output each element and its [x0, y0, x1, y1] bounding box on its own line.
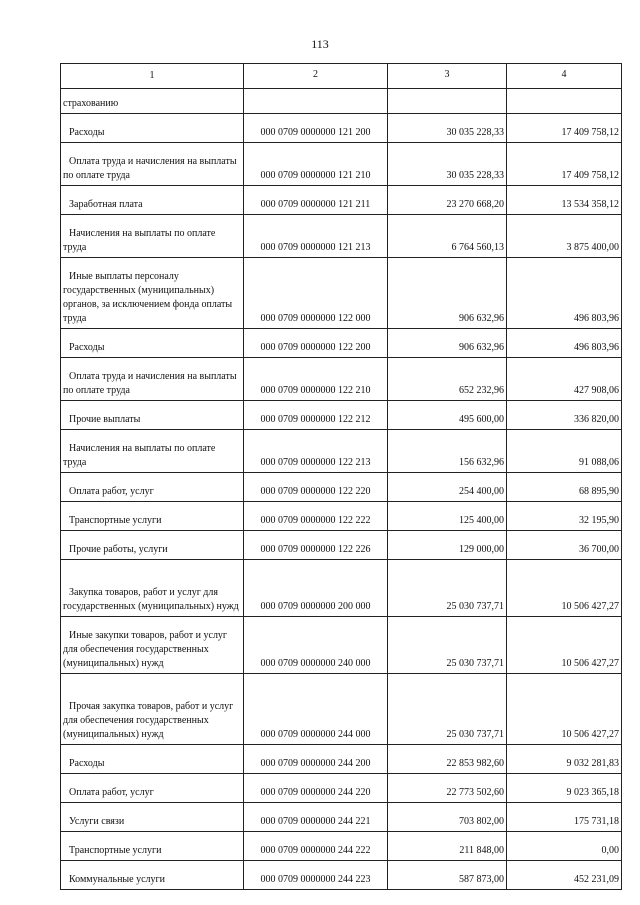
- row-col3-cell: 22 773 502,60: [388, 774, 507, 803]
- row-col4-cell: 32 195,90: [507, 502, 622, 531]
- table-row: [61, 617, 622, 674]
- row-col4-cell: 0,00: [507, 832, 622, 861]
- header-col-3: 3: [388, 64, 507, 89]
- row-name: Иные закупки товаров, работ и услуг для обеспечения государственных (муниципальных) нужд: [63, 630, 228, 669]
- row-col3-cell: 156 632,96: [388, 430, 507, 473]
- row-name: Расходы: [69, 342, 105, 353]
- row-name: Оплата труда и начисления на выплаты по оплате труда: [63, 156, 237, 181]
- row-code-cell: 000 0709 0000000 121 200: [244, 114, 388, 143]
- row-col4-cell: 17 409 758,12: [507, 114, 622, 143]
- row-col4-cell: 452 231,09: [507, 861, 622, 890]
- table-row: [61, 861, 622, 890]
- table-row: [61, 774, 622, 803]
- row-col3-cell: 25 030 737,71: [388, 560, 507, 617]
- row-col3-cell: 30 035 228,33: [388, 114, 507, 143]
- row-code-cell: 000 0709 0000000 122 213: [244, 430, 388, 473]
- row-code-cell: 000 0709 0000000 122 222: [244, 502, 388, 531]
- row-name: Услуги связи: [69, 816, 125, 827]
- table-row: [61, 114, 622, 143]
- row-col3-cell: 6 764 560,13: [388, 215, 507, 258]
- row-code-cell: 000 0709 0000000 122 226: [244, 531, 388, 560]
- row-name-cell: [61, 674, 244, 745]
- row-col3-cell: 211 848,00: [388, 832, 507, 861]
- table-body: [61, 64, 622, 890]
- row-name: Расходы: [69, 758, 105, 769]
- row-name-cell: [61, 803, 244, 832]
- row-name: Начисления на выплаты по оплате труда: [63, 443, 216, 468]
- row-col3-cell: 25 030 737,71: [388, 674, 507, 745]
- row-code-cell: 000 0709 0000000 200 000: [244, 560, 388, 617]
- row-col4-cell: 9 023 365,18: [507, 774, 622, 803]
- row-code-cell: 000 0709 0000000 121 213: [244, 215, 388, 258]
- row-col3-cell: 495 600,00: [388, 401, 507, 430]
- row-code-cell: 000 0709 0000000 244 221: [244, 803, 388, 832]
- table-row: [61, 329, 622, 358]
- row-col4-cell: 68 895,90: [507, 473, 622, 502]
- table-row: [61, 401, 622, 430]
- table-row: [61, 674, 622, 745]
- row-name: Начисления на выплаты по оплате труда: [63, 228, 216, 253]
- table-row: [61, 560, 622, 617]
- row-col4-cell: 3 875 400,00: [507, 215, 622, 258]
- row-name-cell: [61, 745, 244, 774]
- table-row: [61, 473, 622, 502]
- row-name: Закупка товаров, работ и услуг для государственных (муниципальных) нужд: [63, 587, 239, 612]
- row-code-cell: 000 0709 0000000 122 212: [244, 401, 388, 430]
- row-name-cell: [61, 143, 244, 186]
- row-name-cell: [61, 329, 244, 358]
- row-col3-cell: 125 400,00: [388, 502, 507, 531]
- table-row: [61, 502, 622, 531]
- row-col4-cell: 175 731,18: [507, 803, 622, 832]
- row-code-cell: 000 0709 0000000 244 223: [244, 861, 388, 890]
- row-code-cell: 000 0709 0000000 122 000: [244, 258, 388, 329]
- row-code-cell: 000 0709 0000000 244 000: [244, 674, 388, 745]
- table-row: [61, 531, 622, 560]
- row-col4-cell: 10 506 427,27: [507, 560, 622, 617]
- row-code-cell: 000 0709 0000000 244 220: [244, 774, 388, 803]
- row-name: Оплата работ, услуг: [69, 486, 154, 497]
- row-name-cell: [61, 258, 244, 329]
- row-name-cell: [61, 560, 244, 617]
- table-row: [61, 358, 622, 401]
- row-col3-cell: 23 270 668,20: [388, 186, 507, 215]
- row-col4-cell: 10 506 427,27: [507, 674, 622, 745]
- row-name: Иные выплаты персоналу государственных (муниципальных) органов, за исключением фонда оплаты труда: [63, 271, 233, 324]
- table-row: [61, 745, 622, 774]
- row-col3-cell: 254 400,00: [388, 473, 507, 502]
- header-col-4: 4: [507, 64, 622, 89]
- row-code-cell: [244, 89, 388, 114]
- row-code-cell: 000 0709 0000000 244 222: [244, 832, 388, 861]
- row-name: Оплата труда и начисления на выплаты по оплате труда: [63, 371, 237, 396]
- header-col-2: 2: [244, 64, 388, 89]
- row-name-cell: [61, 89, 244, 114]
- row-name-cell: [61, 473, 244, 502]
- table-row: [61, 832, 622, 861]
- row-col4-cell: 9 032 281,83: [507, 745, 622, 774]
- row-col3-cell: 652 232,96: [388, 358, 507, 401]
- row-col4-cell: 496 803,96: [507, 258, 622, 329]
- row-name-cell: [61, 186, 244, 215]
- table-row: [61, 143, 622, 186]
- header-col-1: 1: [61, 64, 244, 89]
- row-name: Прочие выплаты: [69, 414, 141, 425]
- row-name-cell: [61, 114, 244, 143]
- table-row: [61, 186, 622, 215]
- row-col3-cell: 906 632,96: [388, 329, 507, 358]
- row-name: Коммунальные услуги: [69, 874, 165, 885]
- row-code-cell: 000 0709 0000000 122 220: [244, 473, 388, 502]
- row-name-cell: [61, 401, 244, 430]
- row-col4-cell: 13 534 358,12: [507, 186, 622, 215]
- row-name: Транспортные услуги: [69, 845, 162, 856]
- row-name-cell: [61, 358, 244, 401]
- row-name-cell: [61, 617, 244, 674]
- row-col4-cell: 427 908,06: [507, 358, 622, 401]
- row-name-cell: [61, 774, 244, 803]
- row-col3-cell: 25 030 737,71: [388, 617, 507, 674]
- row-name-cell: [61, 502, 244, 531]
- table-row: [61, 258, 622, 329]
- row-name-cell: [61, 861, 244, 890]
- row-name: Транспортные услуги: [69, 515, 162, 526]
- row-col3-cell: 22 853 982,60: [388, 745, 507, 774]
- row-col3-cell: 906 632,96: [388, 258, 507, 329]
- row-code-cell: 000 0709 0000000 122 200: [244, 329, 388, 358]
- row-col4-cell: 496 803,96: [507, 329, 622, 358]
- table-header-row: [61, 64, 622, 89]
- row-col4-cell: 91 088,06: [507, 430, 622, 473]
- row-name-cell: [61, 430, 244, 473]
- row-name: Расходы: [69, 127, 105, 138]
- row-col4-cell: 10 506 427,27: [507, 617, 622, 674]
- row-code-cell: 000 0709 0000000 240 000: [244, 617, 388, 674]
- row-code-cell: 000 0709 0000000 121 211: [244, 186, 388, 215]
- row-col4-cell: 17 409 758,12: [507, 143, 622, 186]
- row-name: страхованию: [63, 98, 119, 109]
- row-code-cell: 000 0709 0000000 121 210: [244, 143, 388, 186]
- table-row: [61, 803, 622, 832]
- row-name: Прочие работы, услуги: [69, 544, 168, 555]
- row-col4-cell: [507, 89, 622, 114]
- row-name: Прочая закупка товаров, работ и услуг для обеспечения государственных (муниципальных) нужд: [63, 701, 234, 740]
- row-code-cell: 000 0709 0000000 122 210: [244, 358, 388, 401]
- row-name: Оплата работ, услуг: [69, 787, 154, 798]
- budget-table: [60, 63, 622, 890]
- row-col3-cell: [388, 89, 507, 114]
- page-number: 113: [311, 37, 329, 51]
- row-name-cell: [61, 832, 244, 861]
- row-col4-cell: 36 700,00: [507, 531, 622, 560]
- table-row: [61, 430, 622, 473]
- row-col3-cell: 30 035 228,33: [388, 143, 507, 186]
- continuation-row: [61, 89, 622, 114]
- row-code-cell: 000 0709 0000000 244 200: [244, 745, 388, 774]
- table-row: [61, 215, 622, 258]
- row-name-cell: [61, 531, 244, 560]
- row-name-cell: [61, 215, 244, 258]
- row-col3-cell: 587 873,00: [388, 861, 507, 890]
- row-name: Заработная плата: [69, 199, 143, 210]
- row-col3-cell: 703 802,00: [388, 803, 507, 832]
- row-col4-cell: 336 820,00: [507, 401, 622, 430]
- row-col3-cell: 129 000,00: [388, 531, 507, 560]
